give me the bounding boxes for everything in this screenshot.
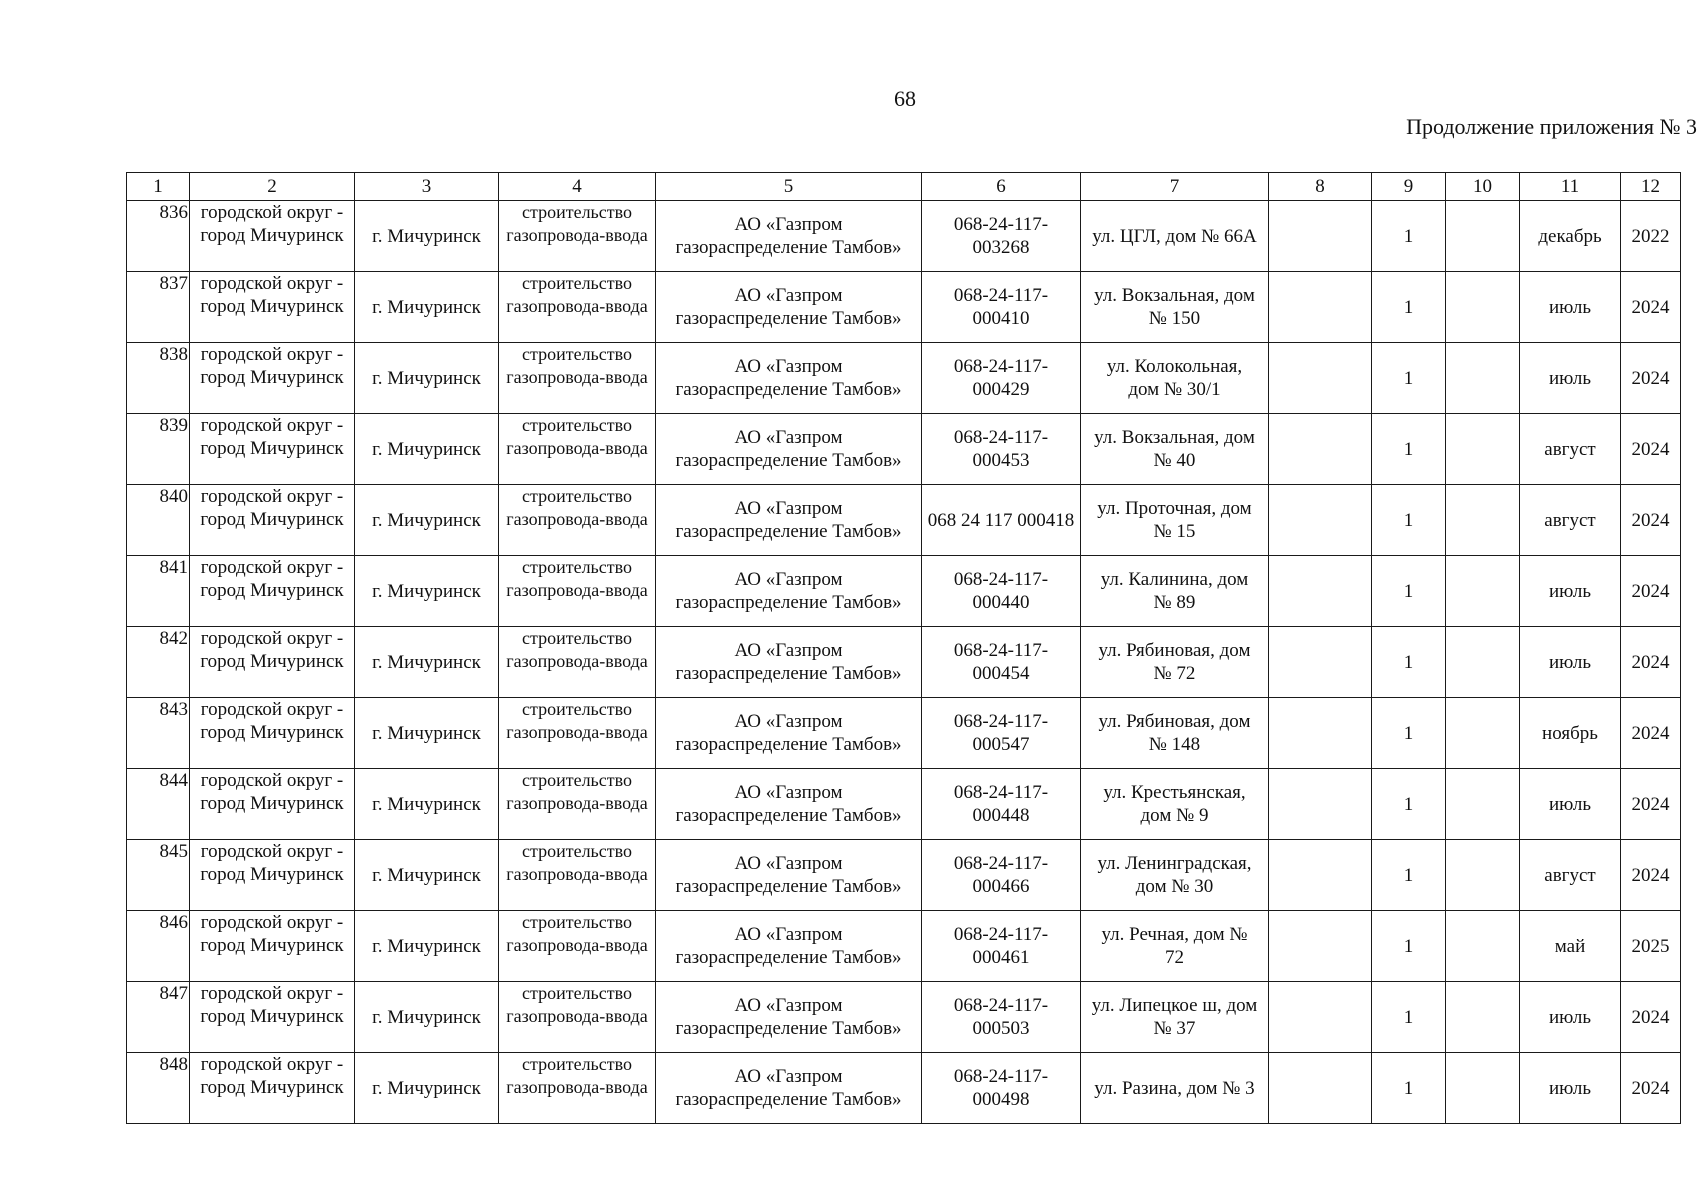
column-10-cell	[1446, 485, 1520, 556]
column-header: 8	[1269, 173, 1372, 201]
table-row	[127, 414, 1681, 485]
work-type-cell: строительство газопровода-ввода	[499, 627, 656, 698]
column-header: 6	[922, 173, 1081, 201]
locality-cell: г. Мичуринск	[355, 911, 499, 982]
object-code-cell: 068-24-117-000429	[922, 343, 1081, 414]
count-cell: 1	[1372, 272, 1446, 343]
year-cell: 2025	[1621, 911, 1681, 982]
column-10-cell	[1446, 556, 1520, 627]
month-cell: июль	[1520, 343, 1621, 414]
year-cell: 2024	[1621, 840, 1681, 911]
month-cell: июль	[1520, 982, 1621, 1053]
object-code-cell: 068-24-117-000440	[922, 556, 1081, 627]
district-cell: городской округ - город Мичуринск	[190, 201, 355, 272]
work-type-cell: строительство газопровода-ввода	[499, 840, 656, 911]
organization-cell: АО «Газпром газораспределение Тамбов»	[656, 840, 922, 911]
address-cell: ул. Ленинградская, дом № 30	[1081, 840, 1269, 911]
district-cell: городской округ - город Мичуринск	[190, 982, 355, 1053]
count-cell: 1	[1372, 627, 1446, 698]
year-cell: 2024	[1621, 627, 1681, 698]
table-row	[127, 769, 1681, 840]
column-10-cell	[1446, 982, 1520, 1053]
locality-cell: г. Мичуринск	[355, 201, 499, 272]
table-row	[127, 698, 1681, 769]
column-header: 3	[355, 173, 499, 201]
month-cell: декабрь	[1520, 201, 1621, 272]
count-cell: 1	[1372, 556, 1446, 627]
object-code-cell: 068 24 117 000418	[922, 485, 1081, 556]
register-table	[126, 172, 1681, 1124]
object-code-cell: 068-24-117-000466	[922, 840, 1081, 911]
organization-cell: АО «Газпром газораспределение Тамбов»	[656, 1053, 922, 1124]
organization-cell: АО «Газпром газораспределение Тамбов»	[656, 556, 922, 627]
month-cell: июль	[1520, 1053, 1621, 1124]
month-cell: май	[1520, 911, 1621, 982]
month-cell: ноябрь	[1520, 698, 1621, 769]
object-code-cell: 068-24-117-000410	[922, 272, 1081, 343]
column-10-cell	[1446, 627, 1520, 698]
work-type-cell: строительство газопровода-ввода	[499, 1053, 656, 1124]
count-cell: 1	[1372, 698, 1446, 769]
table-row	[127, 627, 1681, 698]
year-cell: 2024	[1621, 414, 1681, 485]
column-8-cell	[1269, 201, 1372, 272]
column-10-cell	[1446, 698, 1520, 769]
column-8-cell	[1269, 769, 1372, 840]
count-cell: 1	[1372, 982, 1446, 1053]
table-row	[127, 485, 1681, 556]
work-type-cell: строительство газопровода-ввода	[499, 485, 656, 556]
month-cell: август	[1520, 414, 1621, 485]
locality-cell: г. Мичуринск	[355, 698, 499, 769]
column-10-cell	[1446, 769, 1520, 840]
count-cell: 1	[1372, 201, 1446, 272]
locality-cell: г. Мичуринск	[355, 1053, 499, 1124]
continuation-caption: Продолжение приложения № 3	[1406, 114, 1697, 139]
organization-cell: АО «Газпром газораспределение Тамбов»	[656, 414, 922, 485]
district-cell: городской округ - город Мичуринск	[190, 272, 355, 343]
year-cell: 2024	[1621, 769, 1681, 840]
table-row	[127, 272, 1681, 343]
column-header: 9	[1372, 173, 1446, 201]
work-type-cell: строительство газопровода-ввода	[499, 556, 656, 627]
work-type-cell: строительство газопровода-ввода	[499, 698, 656, 769]
column-header: 5	[656, 173, 922, 201]
locality-cell: г. Мичуринск	[355, 272, 499, 343]
column-8-cell	[1269, 485, 1372, 556]
month-cell: июль	[1520, 272, 1621, 343]
column-header: 12	[1621, 173, 1681, 201]
address-cell: ул. Крестьянская, дом № 9	[1081, 769, 1269, 840]
row-number: 848	[127, 1053, 190, 1124]
object-code-cell: 068-24-117-003268	[922, 201, 1081, 272]
month-cell: август	[1520, 840, 1621, 911]
row-number: 846	[127, 911, 190, 982]
district-cell: городской округ - город Мичуринск	[190, 911, 355, 982]
work-type-cell: строительство газопровода-ввода	[499, 414, 656, 485]
count-cell: 1	[1372, 414, 1446, 485]
organization-cell: АО «Газпром газораспределение Тамбов»	[656, 272, 922, 343]
district-cell: городской округ - город Мичуринск	[190, 769, 355, 840]
year-cell: 2024	[1621, 556, 1681, 627]
table-row	[127, 982, 1681, 1053]
column-header: 1	[127, 173, 190, 201]
year-cell: 2022	[1621, 201, 1681, 272]
row-number: 840	[127, 485, 190, 556]
column-8-cell	[1269, 556, 1372, 627]
count-cell: 1	[1372, 343, 1446, 414]
column-8-cell	[1269, 1053, 1372, 1124]
month-cell: июль	[1520, 627, 1621, 698]
object-code-cell: 068-24-117-000498	[922, 1053, 1081, 1124]
year-cell: 2024	[1621, 982, 1681, 1053]
object-code-cell: 068-24-117-000454	[922, 627, 1081, 698]
locality-cell: г. Мичуринск	[355, 485, 499, 556]
district-cell: городской округ - город Мичуринск	[190, 343, 355, 414]
address-cell: ул. ЦГЛ, дом № 66А	[1081, 201, 1269, 272]
organization-cell: АО «Газпром газораспределение Тамбов»	[656, 982, 922, 1053]
column-header: 4	[499, 173, 656, 201]
address-cell: ул. Речная, дом № 72	[1081, 911, 1269, 982]
work-type-cell: строительство газопровода-ввода	[499, 343, 656, 414]
table-row	[127, 556, 1681, 627]
row-number: 836	[127, 201, 190, 272]
organization-cell: АО «Газпром газораспределение Тамбов»	[656, 201, 922, 272]
district-cell: городской округ - город Мичуринск	[190, 556, 355, 627]
table-row	[127, 911, 1681, 982]
table-row	[127, 343, 1681, 414]
object-code-cell: 068-24-117-000547	[922, 698, 1081, 769]
month-cell: август	[1520, 485, 1621, 556]
district-cell: городской округ - город Мичуринск	[190, 1053, 355, 1124]
column-8-cell	[1269, 343, 1372, 414]
table-row	[127, 201, 1681, 272]
object-code-cell: 068-24-117-000461	[922, 911, 1081, 982]
locality-cell: г. Мичуринск	[355, 840, 499, 911]
organization-cell: АО «Газпром газораспределение Тамбов»	[656, 911, 922, 982]
column-10-cell	[1446, 414, 1520, 485]
year-cell: 2024	[1621, 272, 1681, 343]
row-number: 844	[127, 769, 190, 840]
row-number: 843	[127, 698, 190, 769]
work-type-cell: строительство газопровода-ввода	[499, 982, 656, 1053]
district-cell: городской округ - город Мичуринск	[190, 840, 355, 911]
object-code-cell: 068-24-117-000503	[922, 982, 1081, 1053]
organization-cell: АО «Газпром газораспределение Тамбов»	[656, 698, 922, 769]
count-cell: 1	[1372, 485, 1446, 556]
organization-cell: АО «Газпром газораспределение Тамбов»	[656, 627, 922, 698]
locality-cell: г. Мичуринск	[355, 627, 499, 698]
row-number: 845	[127, 840, 190, 911]
table-header	[127, 173, 1681, 201]
object-code-cell: 068-24-117-000453	[922, 414, 1081, 485]
table-body	[127, 201, 1681, 1124]
header-row	[127, 173, 1681, 201]
page-number: 68	[894, 86, 916, 111]
locality-cell: г. Мичуринск	[355, 769, 499, 840]
district-cell: городской округ - город Мичуринск	[190, 414, 355, 485]
column-8-cell	[1269, 414, 1372, 485]
address-cell: ул. Колокольная, дом № 30/1	[1081, 343, 1269, 414]
address-cell: ул. Липецкое ш, дом № 37	[1081, 982, 1269, 1053]
column-8-cell	[1269, 911, 1372, 982]
year-cell: 2024	[1621, 1053, 1681, 1124]
row-number: 837	[127, 272, 190, 343]
column-10-cell	[1446, 343, 1520, 414]
column-10-cell	[1446, 840, 1520, 911]
column-header: 2	[190, 173, 355, 201]
count-cell: 1	[1372, 769, 1446, 840]
row-number: 838	[127, 343, 190, 414]
row-number: 841	[127, 556, 190, 627]
column-10-cell	[1446, 911, 1520, 982]
column-8-cell	[1269, 982, 1372, 1053]
row-number: 839	[127, 414, 190, 485]
work-type-cell: строительство газопровода-ввода	[499, 272, 656, 343]
count-cell: 1	[1372, 840, 1446, 911]
address-cell: ул. Рябиновая, дом № 148	[1081, 698, 1269, 769]
column-10-cell	[1446, 201, 1520, 272]
column-8-cell	[1269, 627, 1372, 698]
count-cell: 1	[1372, 1053, 1446, 1124]
object-code-cell: 068-24-117-000448	[922, 769, 1081, 840]
address-cell: ул. Разина, дом № 3	[1081, 1053, 1269, 1124]
table-row	[127, 840, 1681, 911]
table-row	[127, 1053, 1681, 1124]
district-cell: городской округ - город Мичуринск	[190, 627, 355, 698]
column-8-cell	[1269, 698, 1372, 769]
address-cell: ул. Вокзальная, дом № 150	[1081, 272, 1269, 343]
column-header: 11	[1520, 173, 1621, 201]
district-cell: городской округ - город Мичуринск	[190, 698, 355, 769]
address-cell: ул. Проточная, дом № 15	[1081, 485, 1269, 556]
locality-cell: г. Мичуринск	[355, 982, 499, 1053]
column-10-cell	[1446, 1053, 1520, 1124]
organization-cell: АО «Газпром газораспределение Тамбов»	[656, 769, 922, 840]
work-type-cell: строительство газопровода-ввода	[499, 201, 656, 272]
month-cell: июль	[1520, 556, 1621, 627]
row-number: 847	[127, 982, 190, 1053]
row-number: 842	[127, 627, 190, 698]
month-cell: июль	[1520, 769, 1621, 840]
column-10-cell	[1446, 272, 1520, 343]
locality-cell: г. Мичуринск	[355, 414, 499, 485]
locality-cell: г. Мичуринск	[355, 556, 499, 627]
column-8-cell	[1269, 840, 1372, 911]
column-8-cell	[1269, 272, 1372, 343]
column-header: 7	[1081, 173, 1269, 201]
count-cell: 1	[1372, 911, 1446, 982]
work-type-cell: строительство газопровода-ввода	[499, 911, 656, 982]
year-cell: 2024	[1621, 698, 1681, 769]
organization-cell: АО «Газпром газораспределение Тамбов»	[656, 485, 922, 556]
year-cell: 2024	[1621, 485, 1681, 556]
work-type-cell: строительство газопровода-ввода	[499, 769, 656, 840]
address-cell: ул. Вокзальная, дом № 40	[1081, 414, 1269, 485]
address-cell: ул. Рябиновая, дом № 72	[1081, 627, 1269, 698]
locality-cell: г. Мичуринск	[355, 343, 499, 414]
address-cell: ул. Калинина, дом № 89	[1081, 556, 1269, 627]
column-header: 10	[1446, 173, 1520, 201]
year-cell: 2024	[1621, 343, 1681, 414]
organization-cell: АО «Газпром газораспределение Тамбов»	[656, 343, 922, 414]
district-cell: городской округ - город Мичуринск	[190, 485, 355, 556]
